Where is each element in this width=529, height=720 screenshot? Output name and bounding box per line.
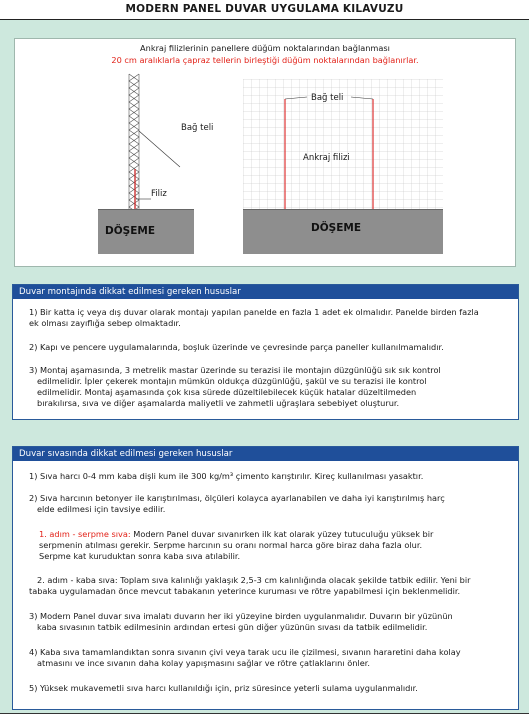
section-header: Duvar sıvasında dikkat edilmesi gereken hususlar: [13, 447, 518, 461]
page-title: MODERN PANEL DUVAR UYGULAMA KILAVUZU: [0, 0, 529, 20]
list-item: 3) Modern Panel duvar sıva imalatı duvarın her iki yüzeyine birden uygulanmalıdır. Duvarın bir yüzünün kaba sıvasının tatbik edilmesinin ardından ertesi gün diğer yüzünün sıvası da tatbik edilmelidir.: [29, 611, 453, 632]
floor-label-right: DÖŞEME: [311, 222, 361, 234]
section-header: Duvar montajında dikkat edilmesi gereken hususlar: [13, 285, 518, 299]
list-item: 2. adım - kaba sıva: Toplam sıva kalınlığı yaklaşık 2,5-3 cm kalınlığında olacak şekilde tatbik edilir. Yeni bir tabaka uygulamadan önce mevcut tabakanın yeterince kuruması ve rötre yapabilmesi için beklenmelidir.: [29, 575, 471, 596]
montage-section: [12, 284, 519, 420]
list-item: 5) Yüksek mukavemetli sıva harcı kullanıldığı için, priz süresince yeterli sulama uygulanmalıdır.: [29, 683, 418, 693]
bag-teli-label-left: Bağ teli: [181, 123, 214, 133]
plaster-section: [12, 446, 519, 710]
list-item: 2) Kapı ve pencere uygulamalarında, boşluk üzerinde ve çevresinde parça paneller kullanılmamalıdır.: [29, 342, 444, 352]
floor-label-left: DÖŞEME: [105, 225, 155, 237]
list-item: 1) Sıva harcı 0-4 mm kaba dişli kum ile 300 kg/m³ çimento karıştırılır. Kireç kullanılması yasaktır.: [29, 471, 424, 481]
filiz-label: Filiz: [151, 189, 167, 199]
list-item: 1) Bir katta iç veya dış duvar olarak montajı yapılan panelde en fazla 1 adet ek olmalıdır. Panelde birden fazla ek olması zayıflığa sebep olmaktadır.: [29, 307, 479, 328]
list-item: 1. adım - serpme sıva: Modern Panel duvar sıvanırken ilk kat olarak yüzey tutuculuğu yüksek bir serpmenin atılması gerekir. Serpme harcının su oranı normal harca göre biraz daha fazla olur. Serpme kat kuruduktan sonra kaba sıva atılabilir.: [39, 529, 434, 561]
figure-caption-red: 20 cm aralıklarla çapraz tellerin birleştiği düğüm noktalarından bağlanırlar.: [111, 55, 419, 65]
ankraj-filizi-label: Ankraj filizi: [303, 153, 350, 163]
figure-caption: Ankraj filizlerinin panellere düğüm noktalarından bağlanması: [140, 43, 390, 53]
anchor-figure: [14, 38, 516, 267]
list-item: 3) Montaj aşamasında, 3 metrelik mastar üzerinde su terazisi ile montajın düzgünlüğü sık sık kontrol edilmelidir. İpler çekerek montajın mümkün oldukça düzgünlüğü, şakül ve su terazisi ile kontrol edilmelidir. Montaj aşamasında çok kısa sürede düzeltilebilecek küçük hatalar düzeltilmeden bırakılırsa, sıva ve diğer aşamalarda maliyetli ve zahmetli uğraşlara sebebiyet oluşturur.: [29, 365, 441, 408]
bag-teli-label-right: Bağ teli: [311, 93, 344, 103]
list-item: 2) Sıva harcının betonyer ile karıştırılması, ölçüleri kolayca ayarlanabilen ve daha iyi karıştırılmış harç elde edilmesi için tavsiye edilir.: [29, 493, 445, 514]
list-item: 4) Kaba sıva tamamlandıktan sonra sıvanın çivi veya tarak ucu ile çizilmesi, sıvanın hararetini daha kolay atmasını ve ince sıvanın daha kolay yapışmasını sağlar ve rötre çatlaklarını önler.: [29, 647, 461, 668]
